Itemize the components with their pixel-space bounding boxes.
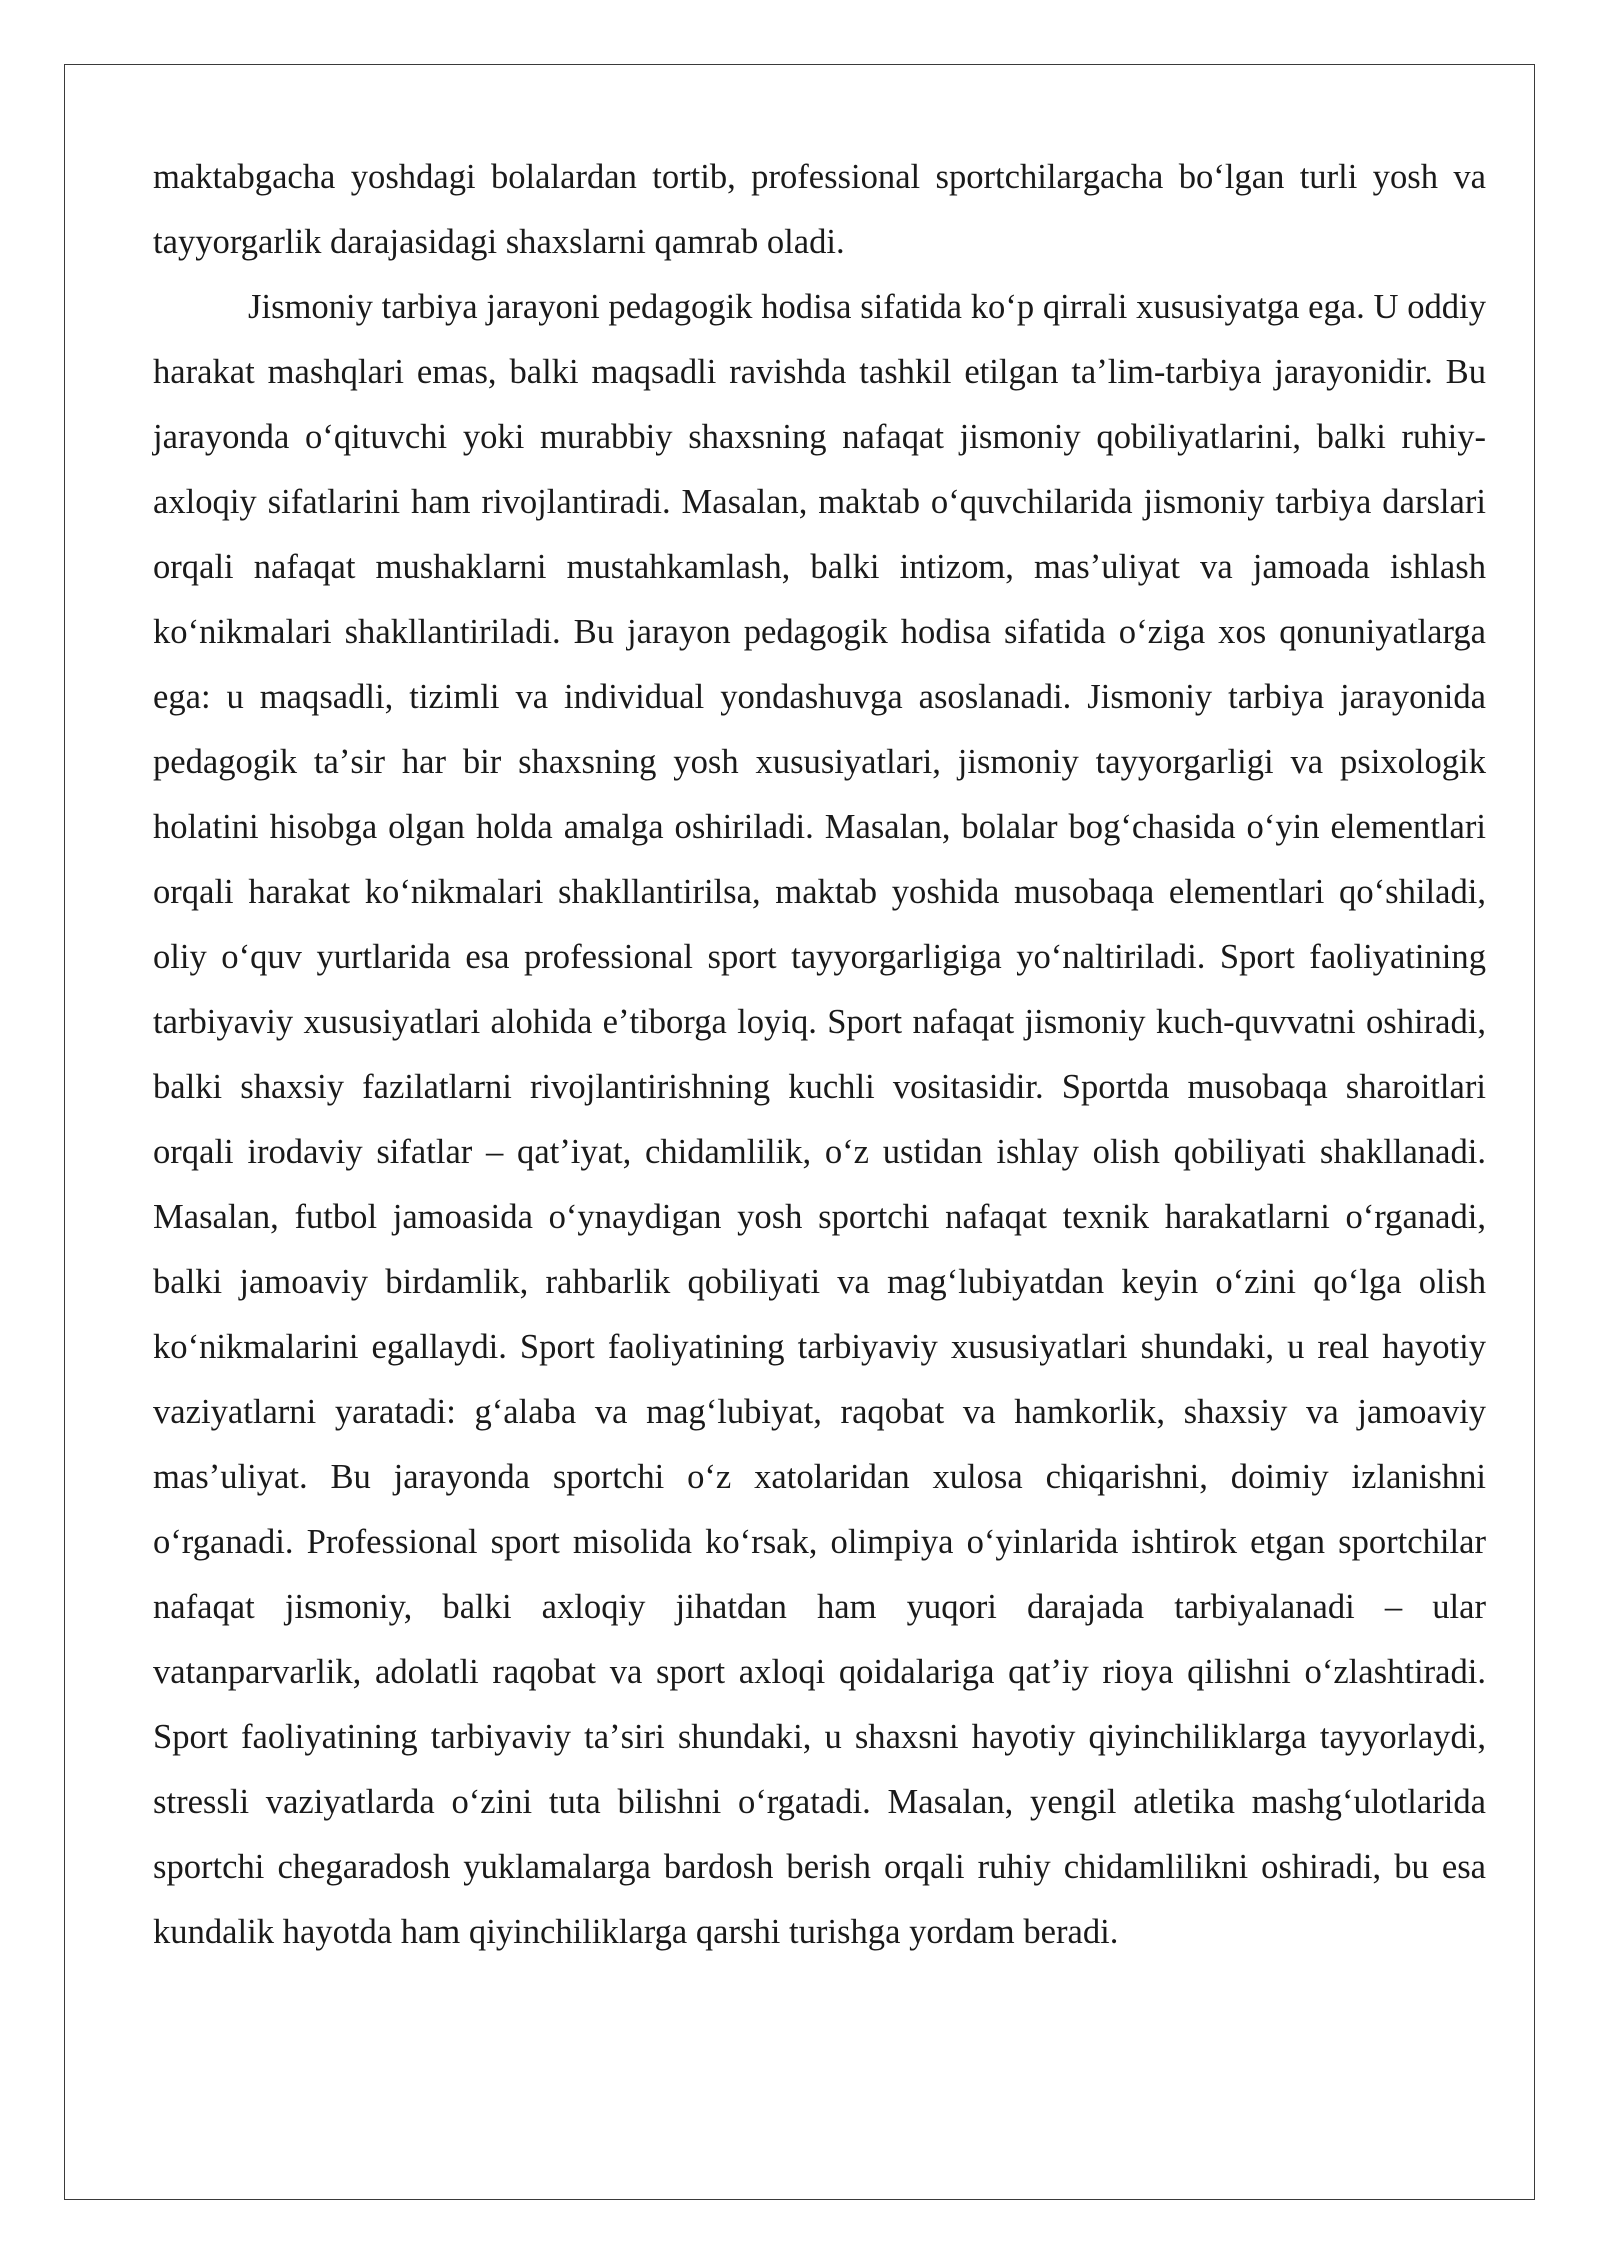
document-body [153,145,1486,1965]
paragraph-main: Jismoniy tarbiya jarayoni pedagogik hodisa sifatida koʻp qirrali xususiyatga ega. U oddiy harakat mashqlari emas, balki maqsadli ravishda tashkil etilgan taʼlim-tarbiya jarayonidir. Bu jarayonda oʻqituvchi yoki murabbiy shaxsning nafaqat jismoniy qobiliyatlarini, balki ruhiy-axloqiy sifatlarini ham rivojlantiradi. Masalan, maktab oʻquvchilarida jismoniy tarbiya darslari orqali nafaqat mushaklarni mustahkamlash, balki intizom, masʼuliyat va jamoada ishlash koʻnikmalari shakllantiriladi. Bu jarayon pedagogik hodisa sifatida oʻziga xos qonuniyatlarga ega: u maqsadli, tizimli va individual yondashuvga asoslanadi. Jismoniy tarbiya jarayonida pedagogik taʼsir har bir shaxsning yosh xususiyatlari, jismoniy tayyorgarligi va psixologik holatini hisobga olgan holda amalga oshiriladi. Masalan, bolalar bogʻchasida oʻyin elementlari orqali harakat koʻnikmalari shakllantirilsa, maktab yoshida musobaqa elementlari qoʻshiladi, oliy oʻquv yurtlarida esa professional sport tayyorgarligiga yoʻnaltiriladi. Sport faoliyatining tarbiyaviy xususiyatlari alohida eʼtiborga loyiq. Sport nafaqat jismoniy kuch-quvvatni oshiradi, balki shaxsiy fazilatlarni rivojlantirishning kuchli vositasidir. Sportda musobaqa sharoitlari orqali irodaviy sifatlar – qatʼiyat, chidamlilik, oʻz ustidan ishlay olish qobiliyati shakllanadi. Masalan, futbol jamoasida oʻynaydigan yosh sportchi nafaqat texnik harakatlarni oʻrganadi, balki jamoaviy birdamlik, rahbarlik qobiliyati va magʻlubiyatdan keyin oʻzini qoʻlga olish koʻnikmalarini egallaydi. Sport faoliyatining tarbiyaviy xususiyatlari shundaki, u real hayotiy vaziyatlarni yaratadi: gʻalaba va magʻlubiyat, raqobat va hamkorlik, shaxsiy va jamoaviy masʼuliyat. Bu jarayonda sportchi oʻz xatolaridan xulosa chiqarishni, doimiy izlanishni oʻrganadi. Professional sport misolida koʻrsak, olimpiya oʻyinlarida ishtirok etgan sportchilar nafaqat jismoniy, balki axloqiy jihatdan ham yuqori darajada tarbiyalanadi – ular vatanparvarlik, adolatli raqobat va sport axloqi qoidalariga qatʼiy rioya qilishni oʻzlashtiradi. Sport faoliyatining tarbiyaviy taʼsiri shundaki, u shaxsni hayotiy qiyinchiliklarga tayyorlaydi, stressli vaziyatlarda oʻzini tuta bilishni oʻrgatadi. Masalan, yengil atletika mashgʻulotlarida sportchi chegaradosh yuklamalarga bardosh berish orqali ruhiy chidamlilikni oshiradi, bu esa kundalik hayotda ham qiyinchiliklarga qarshi turishga yordam beradi. [153,288,1486,1951]
paragraph-continuation: maktabgacha yoshdagi bolalardan tortib, professional sportchilargacha boʻlgan turli yosh va tayyorgarlik darajasidagi shaxslarni qamrab oladi. [153,158,1486,261]
